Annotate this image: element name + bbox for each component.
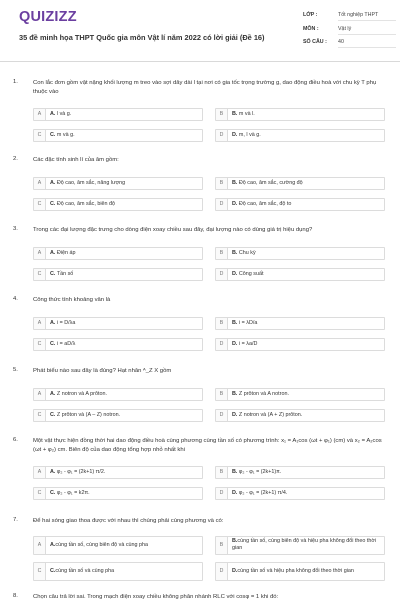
document-meta xyxy=(303,12,393,53)
option-letter: C xyxy=(34,130,46,141)
option-prefix: B. xyxy=(232,111,238,117)
option-prefix: A. xyxy=(50,320,56,326)
option-prefix: A. xyxy=(50,391,56,397)
option-prefix: A. xyxy=(50,180,56,186)
option-letter: B xyxy=(216,537,228,554)
option-c[interactable] xyxy=(33,409,203,422)
option-c[interactable] xyxy=(33,129,203,142)
option-prefix: B. xyxy=(232,250,238,256)
option-prefix: C. xyxy=(50,568,56,574)
option-a[interactable] xyxy=(33,536,203,555)
option-prefix: B. xyxy=(232,538,238,544)
option-text: cùng tần số, cùng biên độ và hiệu pha không đổi theo thời gian xyxy=(232,538,377,552)
option-prefix: D. xyxy=(232,201,238,207)
option-letter: D xyxy=(216,339,228,350)
option-d[interactable] xyxy=(215,129,385,142)
meta-row-subject xyxy=(303,26,393,40)
option-letter: B xyxy=(216,178,228,189)
option-text: Độ cao, âm sắc, cường độ xyxy=(238,180,303,186)
option-prefix: D. xyxy=(232,490,238,496)
option-prefix: A. xyxy=(50,469,56,475)
option-text: m, l và g. xyxy=(238,132,261,138)
option-letter: C xyxy=(34,199,46,210)
question-number: 7. xyxy=(13,517,18,523)
question-text: Để hai sóng giao thoa được với nhau thì chúng phải cùng phương và có: xyxy=(33,518,224,524)
meta-value: 40 xyxy=(338,39,344,45)
option-text: i = aD/λ xyxy=(56,341,76,347)
option-d[interactable] xyxy=(215,268,385,281)
option-a[interactable] xyxy=(33,388,203,401)
option-letter: D xyxy=(216,410,228,421)
option-text: cùng tần số, cùng biên độ và cùng pha xyxy=(55,542,149,548)
option-a[interactable] xyxy=(33,317,203,330)
option-a[interactable] xyxy=(33,247,203,260)
option-text: Tần số xyxy=(56,271,74,277)
option-b[interactable] xyxy=(215,247,385,260)
option-b[interactable] xyxy=(215,108,385,121)
option-text: i = λD/a xyxy=(238,320,258,326)
question-number: 5. xyxy=(13,367,18,373)
option-letter: D xyxy=(216,199,228,210)
option-text: φ₂ - φ₁ = (2k+1)π. xyxy=(238,469,282,475)
option-c[interactable] xyxy=(33,338,203,351)
option-letter: C xyxy=(34,563,46,580)
option-prefix: C. xyxy=(50,490,56,496)
divider xyxy=(338,34,396,35)
option-c[interactable] xyxy=(33,562,203,581)
option-prefix: A. xyxy=(50,250,56,256)
option-prefix: A. xyxy=(50,542,56,548)
meta-row-class xyxy=(303,12,393,26)
document-title: 35 đề minh họa THPT Quốc gia môn Vật lí năm 2022 có lời giải (Đề 16) xyxy=(19,33,265,42)
question-text: Chọn câu trả lời sai. Trong mạch điện xoay chiều không phân nhánh RLC với cosφ = 1 khi đó: xyxy=(33,594,279,600)
meta-key: LỚP : xyxy=(303,12,318,18)
option-text: Công suất xyxy=(238,271,264,277)
option-prefix: B. xyxy=(232,469,238,475)
question-text: Phát biểu nào sau đây là đúng? Hạt nhân ᴬ_Z X gồm xyxy=(33,368,172,374)
option-letter: D xyxy=(216,269,228,280)
option-text: Chu kỳ xyxy=(238,250,256,256)
option-letter: B xyxy=(216,467,228,478)
option-d[interactable] xyxy=(215,487,385,500)
option-text: i = λa/D xyxy=(238,341,258,347)
question-number: 1. xyxy=(13,79,18,85)
option-prefix: D. xyxy=(232,132,238,138)
question-text: Công thức tính khoảng vân là xyxy=(33,297,111,303)
option-text: φ₂ - φ₁ = (2k+1) π/4. xyxy=(238,490,288,496)
question-text: Trong các đại lượng đặc trưng cho dòng điện xoay chiều sau đây, đại lượng nào có dùng giá trị hiệu dụng? xyxy=(33,227,313,233)
option-letter: B xyxy=(216,248,228,259)
option-letter: D xyxy=(216,563,228,580)
option-letter: A xyxy=(34,318,46,329)
option-prefix: C. xyxy=(50,341,56,347)
option-text: cùng tần số và cùng pha xyxy=(55,568,115,574)
option-d[interactable] xyxy=(215,409,385,422)
question-number: 4. xyxy=(13,296,18,302)
option-text: Z notron và A prôton. xyxy=(56,391,107,397)
option-prefix: B. xyxy=(232,180,238,186)
option-c[interactable] xyxy=(33,268,203,281)
option-a[interactable] xyxy=(33,108,203,121)
question-number: 2. xyxy=(13,156,18,162)
option-b[interactable] xyxy=(215,466,385,479)
question-text: Con lắc đơn gồm vật nặng khối lượng m treo vào sợi dây dài l tại nơi có gia tốc trọng trường g, dao động điều hoà với chu kỳ T phụ thuộc vào xyxy=(33,80,377,95)
option-prefix: B. xyxy=(232,320,238,326)
option-prefix: C. xyxy=(50,412,56,418)
option-letter: A xyxy=(34,248,46,259)
option-d[interactable] xyxy=(215,338,385,351)
option-prefix: D. xyxy=(232,412,238,418)
option-text: m và l. xyxy=(238,111,255,117)
option-text: cùng tần số và hiệu pha không đổi theo thời gian xyxy=(237,568,354,574)
page-header xyxy=(0,0,400,62)
option-letter: C xyxy=(34,339,46,350)
option-letter: D xyxy=(216,130,228,141)
option-text: Độ cao, âm sắc, năng lượng xyxy=(56,180,126,186)
option-b[interactable] xyxy=(215,317,385,330)
option-letter: B xyxy=(216,389,228,400)
option-prefix: C. xyxy=(50,271,56,277)
option-letter: A xyxy=(34,178,46,189)
option-text: Z prôton và (A – Z) notron. xyxy=(56,412,121,418)
question-number: 6. xyxy=(13,437,18,443)
option-text: i = D/λa xyxy=(56,320,76,326)
option-letter: A xyxy=(34,467,46,478)
option-letter: C xyxy=(34,488,46,499)
meta-value: Vật lý xyxy=(338,25,352,32)
option-letter: C xyxy=(34,269,46,280)
option-b[interactable] xyxy=(215,177,385,190)
quizizz-logo: QUIZIZZ xyxy=(19,9,77,25)
option-d[interactable] xyxy=(215,562,385,581)
option-letter: C xyxy=(34,410,46,421)
question-number: 3. xyxy=(13,226,18,232)
option-prefix: B. xyxy=(232,391,238,397)
option-text: φ₂ - φ₁ = (2k+1) π/2. xyxy=(56,469,106,475)
meta-key: SỐ CÂU : xyxy=(303,39,327,45)
meta-row-count xyxy=(303,39,393,53)
option-a[interactable] xyxy=(33,466,203,479)
option-a[interactable] xyxy=(33,177,203,190)
option-b[interactable] xyxy=(215,536,385,555)
option-prefix: D. xyxy=(232,341,238,347)
option-c[interactable] xyxy=(33,198,203,211)
option-letter: A xyxy=(34,537,46,554)
question-text: Một vật thực hiện đồng thời hai dao động điều hoà cùng phương cùng tần số có phương trình: x₁ = A₁cos (ωt + φ₁) (cm) và x₂ = A₂cos (ωt + φ₂) cm. Biên độ của dao động tổng hợp nhỏ nhất khi xyxy=(33,438,382,453)
option-letter: B xyxy=(216,109,228,120)
option-letter: D xyxy=(216,488,228,499)
meta-key: MÔN : xyxy=(303,25,319,32)
meta-value: Tốt nghiệp THPT xyxy=(338,12,379,18)
option-prefix: C. xyxy=(50,132,56,138)
option-prefix: A. xyxy=(50,111,56,117)
question-number: 8. xyxy=(13,593,18,599)
option-letter: A xyxy=(34,109,46,120)
option-letter: B xyxy=(216,318,228,329)
option-text: m và g. xyxy=(56,132,75,138)
option-prefix: D. xyxy=(232,568,238,574)
option-b[interactable] xyxy=(215,388,385,401)
option-text: Độ cao, âm sắc, độ to xyxy=(238,201,292,207)
option-d[interactable] xyxy=(215,198,385,211)
option-text: φ₂ - φ₁ = k2π. xyxy=(56,490,90,496)
option-text: Z notron và (A + Z) prôton. xyxy=(238,412,303,418)
option-c[interactable] xyxy=(33,487,203,500)
divider xyxy=(338,20,396,21)
option-text: l và g. xyxy=(56,111,72,117)
option-prefix: D. xyxy=(232,271,238,277)
option-text: Điện áp xyxy=(56,250,76,256)
option-text: Độ cao, âm sắc, biên độ xyxy=(56,201,116,207)
divider xyxy=(338,47,396,48)
option-letter: A xyxy=(34,389,46,400)
option-text: Z prôton và A notron. xyxy=(238,391,289,397)
question-text: Các đặc tính sinh lí của âm gồm: xyxy=(33,157,119,163)
option-prefix: C. xyxy=(50,201,56,207)
